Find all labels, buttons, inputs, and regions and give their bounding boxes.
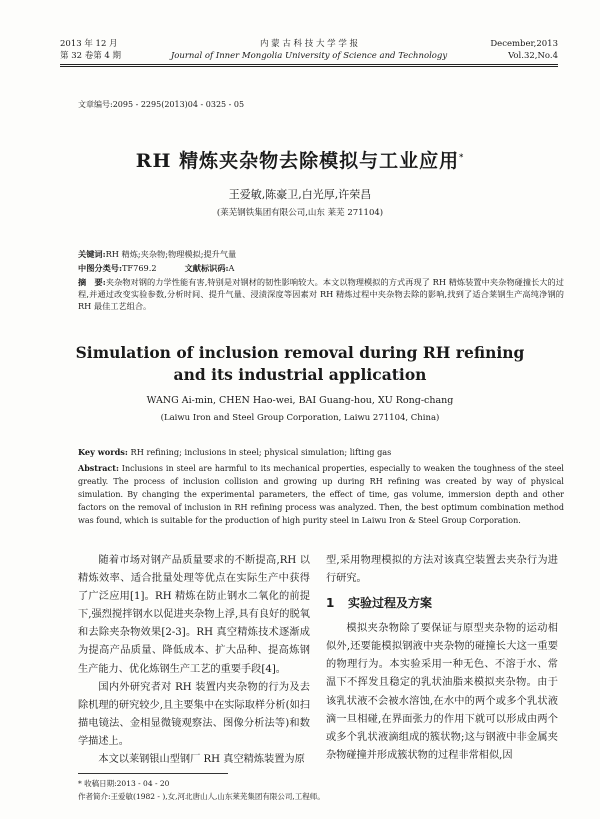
abstract-en-text: Inclusions in steel are harmful to its mechanical properties, especially to weaken the toughness of the steel greatly. The process of inclusion collision and growing up during RH refining was created by way of physical simulation. By changing the experimental parameters, the effect of time, gas volume, immersion depth and other factors on the removal of inclusion in RH refining process was analyzed. Then, the best optimum combination method was found, which is suitable for the production of high purity steel in Laiwu Iron & Steel Group Corporation. <box>78 464 564 525</box>
clc-label: 中图分类号: <box>78 263 122 273</box>
authors-cn: 王爱敏,陈豪卫,白光厚,许荣昌 <box>228 188 372 201</box>
header-volume-en: Vol.32,No.4 <box>508 51 558 61</box>
section-number: 1 <box>326 596 335 611</box>
header-right <box>490 38 558 62</box>
title-cn-text: RH 精炼夹杂物去除模拟与工业应用 <box>135 150 460 172</box>
keywords-en <box>78 447 564 457</box>
body-paragraph: 本文以莱钢银山型钢厂 RH 真空精炼装置为原 <box>98 754 305 766</box>
affiliation-cn: (莱芜钢铁集团有限公司,山东 莱芜 271104) <box>216 208 384 218</box>
authors-en: WANG Ai-min, CHEN Hao-wei, BAI Guang-hou, XU Rong-chang <box>146 395 454 406</box>
header-volume: 第 32 卷第 4 期 <box>60 51 122 61</box>
body-paragraph-continued: 型,采用物理模拟的方法对该真空装置去夹杂行为进行研究。 <box>326 555 558 585</box>
body-right-column <box>326 552 558 765</box>
title-footnote-mark: * <box>459 151 465 162</box>
keywords-text: RH 精炼;夹杂物;物理模拟;提升气量 <box>105 249 237 259</box>
classification-line <box>78 262 564 274</box>
doc-code-value: A <box>228 263 235 273</box>
keywords-cn <box>78 248 564 260</box>
header-double-rule <box>60 66 558 67</box>
keywords-en-text: RH refining; inclusions in steel; physical simulation; lifting gas <box>130 447 392 457</box>
footnote-author: 作者简介:王爱敏(1982 - ),女,河北唐山人,山东莱芜集团有限公司,工程师。 <box>78 792 325 801</box>
body-paragraph: 国内外研究者对 RH 装置内夹杂物的行为及去除机理的研究较少,且主要集中在实际取样分析(如扫描电镜法、金相显微镜观察法、图像分析法等)和数学描述上。 <box>78 681 310 747</box>
body-left-column <box>78 552 310 769</box>
journal-name-en: Journal of Inner Mongolia University of Science and Technology <box>170 51 448 61</box>
header-center <box>60 38 558 62</box>
article-number: 文章编号:2095 - 2295(2013)04 - 0325 - 05 <box>78 100 245 109</box>
journal-header <box>60 38 558 65</box>
header-date-en: December,2013 <box>490 39 558 49</box>
section-title: 实验过程及方案 <box>348 596 433 611</box>
body-paragraph: 模拟夹杂物除了要保证与原型夹杂物的运动相似外,还要能模拟钢液中夹杂物的碰撞长大这一重要的物理行为。本实验采用一种无色、不溶于水、常温下不挥发且稳定的乳状油脂来模拟夹杂物。由于该乳状液不会被水溶蚀,在水中的两个或多个乳状液滴一旦相碰,在界面张力的作用下就可以形成由两个或多个乳状液滴组成的簇状物;这与钢液中非金属夹杂物碰撞并形成簇状物的过程非常相似,因 <box>326 623 558 761</box>
journal-name-cn: 内 蒙 古 科 技 大 学 学 报 <box>259 39 359 49</box>
footnote-rule <box>78 773 228 774</box>
abstract-cn <box>78 276 564 312</box>
section-heading <box>326 594 558 612</box>
header-date: 2013 年 12 月 <box>60 39 118 49</box>
abstract-label: 摘 要: <box>78 277 106 287</box>
keywords-label: 关键词: <box>78 249 106 259</box>
footnote-received: * 收稿日期:2013 - 04 - 20 <box>78 779 170 788</box>
title-cn <box>0 146 600 173</box>
title-en-line2: and its industrial application <box>173 365 427 384</box>
clc-value: TF769.2 <box>121 263 157 273</box>
doc-code-label: 文献标识码: <box>184 263 229 273</box>
abstract-en <box>78 462 564 527</box>
keywords-en-label: Key words: <box>78 447 128 457</box>
title-en-line1: Simulation of inclusion removal during RH refining <box>75 343 525 362</box>
affiliation-en: (Laiwu Iron and Steel Group Corporation, Laiwu 271104, China) <box>160 413 440 423</box>
body-paragraph: 随着市场对钢产品质量要求的不断提高,RH 以精炼效率、适合批量处理等优点在实际生产中获得了广泛应用[1]。RH 精炼在防止钢水二氧化的前提下,强烈搅拌钢水以促进夹杂物上浮,具有良好的脱氧和去除夹杂物效果[2-3]。RH 真空精炼技术逐渐成为提高产品质量、降低成本、扩大品种、提高炼钢生产能力、优化炼钢生产工艺的重要手段[4]。 <box>78 555 310 675</box>
abstract-text: 夹杂物对钢的力学性能有害,特别是对钢材的韧性影响较大。本文以物理模拟的方式再现了 RH 精炼装置中夹杂物碰撞长大的过程,并通过改变实验参数,分析时间、提升气量、浸渍深度等因素对 RH 精炼过程中夹杂物去除的影响,找到了适合莱钢生产高纯净钢的 RH 最佳工艺组合。 <box>78 277 564 311</box>
abstract-en-label: Abstract: <box>78 463 119 473</box>
title-en <box>0 342 600 386</box>
